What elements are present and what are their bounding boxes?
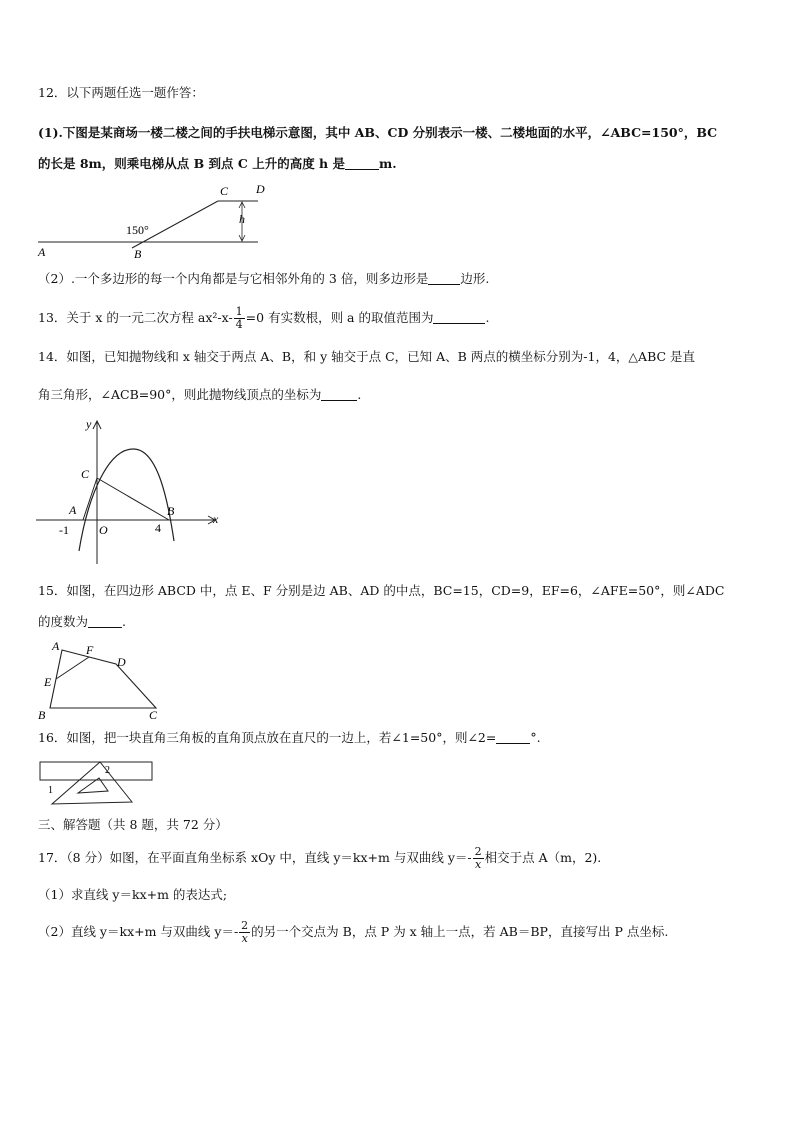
fig15-label-b: B: [38, 708, 46, 722]
q13-text: 13．关于 x 的一元二次方程 ax²-x-: [38, 310, 233, 325]
answer-blank[interactable]: [433, 310, 485, 324]
fig14-label-x: x: [213, 512, 219, 526]
fig14-label-a: A: [69, 503, 77, 517]
ruler-triangle-figure: [38, 760, 158, 808]
q13-text2: =0 有实数根，则 a 的取值范围为: [245, 310, 434, 325]
escalator-figure: [36, 180, 266, 260]
fraction-numerator: 2: [241, 919, 249, 932]
fig12-label-d: D: [256, 182, 265, 196]
q14-line2: [38, 386, 361, 404]
q12-title: 12．以下两题任选一题作答：: [38, 85, 204, 100]
fig12-label-h: h: [239, 212, 245, 226]
fig12-angle-label: 150°: [126, 223, 149, 237]
fig14-label-b: B: [167, 504, 175, 518]
section3-title: 三、解答题（共 8 题，共 72 分）: [38, 817, 228, 832]
q13: [38, 306, 489, 331]
answer-blank[interactable]: [496, 730, 530, 744]
answer-blank[interactable]: [88, 614, 122, 628]
fig14-tick-4: 4: [155, 521, 161, 535]
q15-line2: [38, 613, 126, 631]
q15-line1: 15．如图，在四边形 ABCD 中，点 E、F 分别是边 AB、AD 的中点，BC=15，CD=9，EF=6，∠AFE=50°，则∠ADC: [38, 583, 725, 598]
fig14-label-o: O: [99, 523, 108, 537]
fig15-label-a: A: [52, 639, 60, 653]
answer-blank[interactable]: [428, 271, 460, 285]
q12-part1-line1: (1).下图是某商场一楼二楼之间的手扶电梯示意图，其中 AB、CD 分别表示一楼、二楼地面的水平，∠ABC=150°，BC: [38, 125, 718, 140]
q12-part2-text: （2）.一个多边形的每一个内角都是与它相邻外角的 3 倍，则多边形是: [38, 271, 429, 286]
q16: [38, 729, 541, 747]
q12-part1-line2: [38, 155, 397, 173]
fig15-label-f: F: [86, 643, 94, 657]
fig12-label-c: C: [220, 184, 229, 198]
q12-part1-unit: m.: [379, 156, 397, 171]
q12-part2: [38, 270, 489, 288]
answer-blank[interactable]: [321, 387, 357, 401]
q13-fraction: [234, 306, 245, 331]
q12-part2-tail: 边形.: [460, 271, 490, 286]
quadrilateral-figure: [36, 638, 176, 724]
q17-sub2: [38, 920, 668, 945]
fraction-denominator: x: [241, 932, 248, 945]
fig15-label-c: C: [149, 708, 158, 722]
q14-text: 角三角形，∠ACB=90°，则此抛物线顶点的坐标为: [38, 387, 322, 402]
fraction-denominator: 4: [235, 318, 243, 331]
fraction-denominator: x: [475, 858, 482, 871]
q14-tail: .: [357, 387, 362, 402]
q17-sub2-text2: 的另一个交点为 B，点 P 为 x 轴上一点，若 AB＝BP，直接写出 P 点坐标.: [251, 924, 669, 939]
q16-text: 16．如图，把一块直角三角板的直角顶点放在直尺的一边上，若∠1=50°，则∠2=: [38, 730, 497, 745]
q12-part1-text: 的长是 8m，则乘电梯从点 B 到点 C 上升的高度 h 是: [38, 156, 345, 171]
q17-sub1: （1）求直线 y＝kx+m 的表达式;: [38, 887, 228, 902]
q14-line1: 14．如图，已知抛物线和 x 轴交于两点 A、B，和 y 轴交于点 C，已知 A、B 两点的横坐标分别为-1，4，△ABC 是直: [38, 349, 696, 364]
q17-text: 17．（8 分）如图，在平面直角坐标系 xOy 中，直线 y＝kx+m 与双曲线 y＝-: [38, 850, 472, 865]
fig14-label-y: y: [86, 417, 92, 431]
q17-sub2-fraction: [239, 920, 250, 945]
q16-tail: °.: [530, 730, 541, 745]
fig16-label-1: 1: [48, 785, 53, 796]
fraction-numerator: 1: [235, 305, 243, 318]
fig15-label-e: E: [44, 675, 52, 689]
q13-tail: .: [485, 310, 490, 325]
q15-text: 的度数为: [38, 614, 89, 629]
fraction-numerator: 2: [474, 845, 482, 858]
fig12-label-a: A: [38, 245, 46, 259]
parabola-figure: [36, 416, 226, 566]
q15-tail: .: [122, 614, 126, 629]
q17: [38, 846, 601, 871]
fig14-label-c: C: [81, 467, 90, 481]
fig12-label-b: B: [134, 247, 142, 261]
q17-fraction: [473, 846, 484, 871]
q17-text2: 相交于点 A（m，2).: [484, 850, 602, 865]
fig14-tick-neg1: -1: [59, 523, 69, 537]
fig16-label-2: 2: [105, 765, 110, 776]
q17-sub2-text: （2）直线 y＝kx+m 与双曲线 y＝-: [38, 924, 239, 939]
fig15-label-d: D: [117, 655, 126, 669]
answer-blank[interactable]: [345, 156, 379, 170]
